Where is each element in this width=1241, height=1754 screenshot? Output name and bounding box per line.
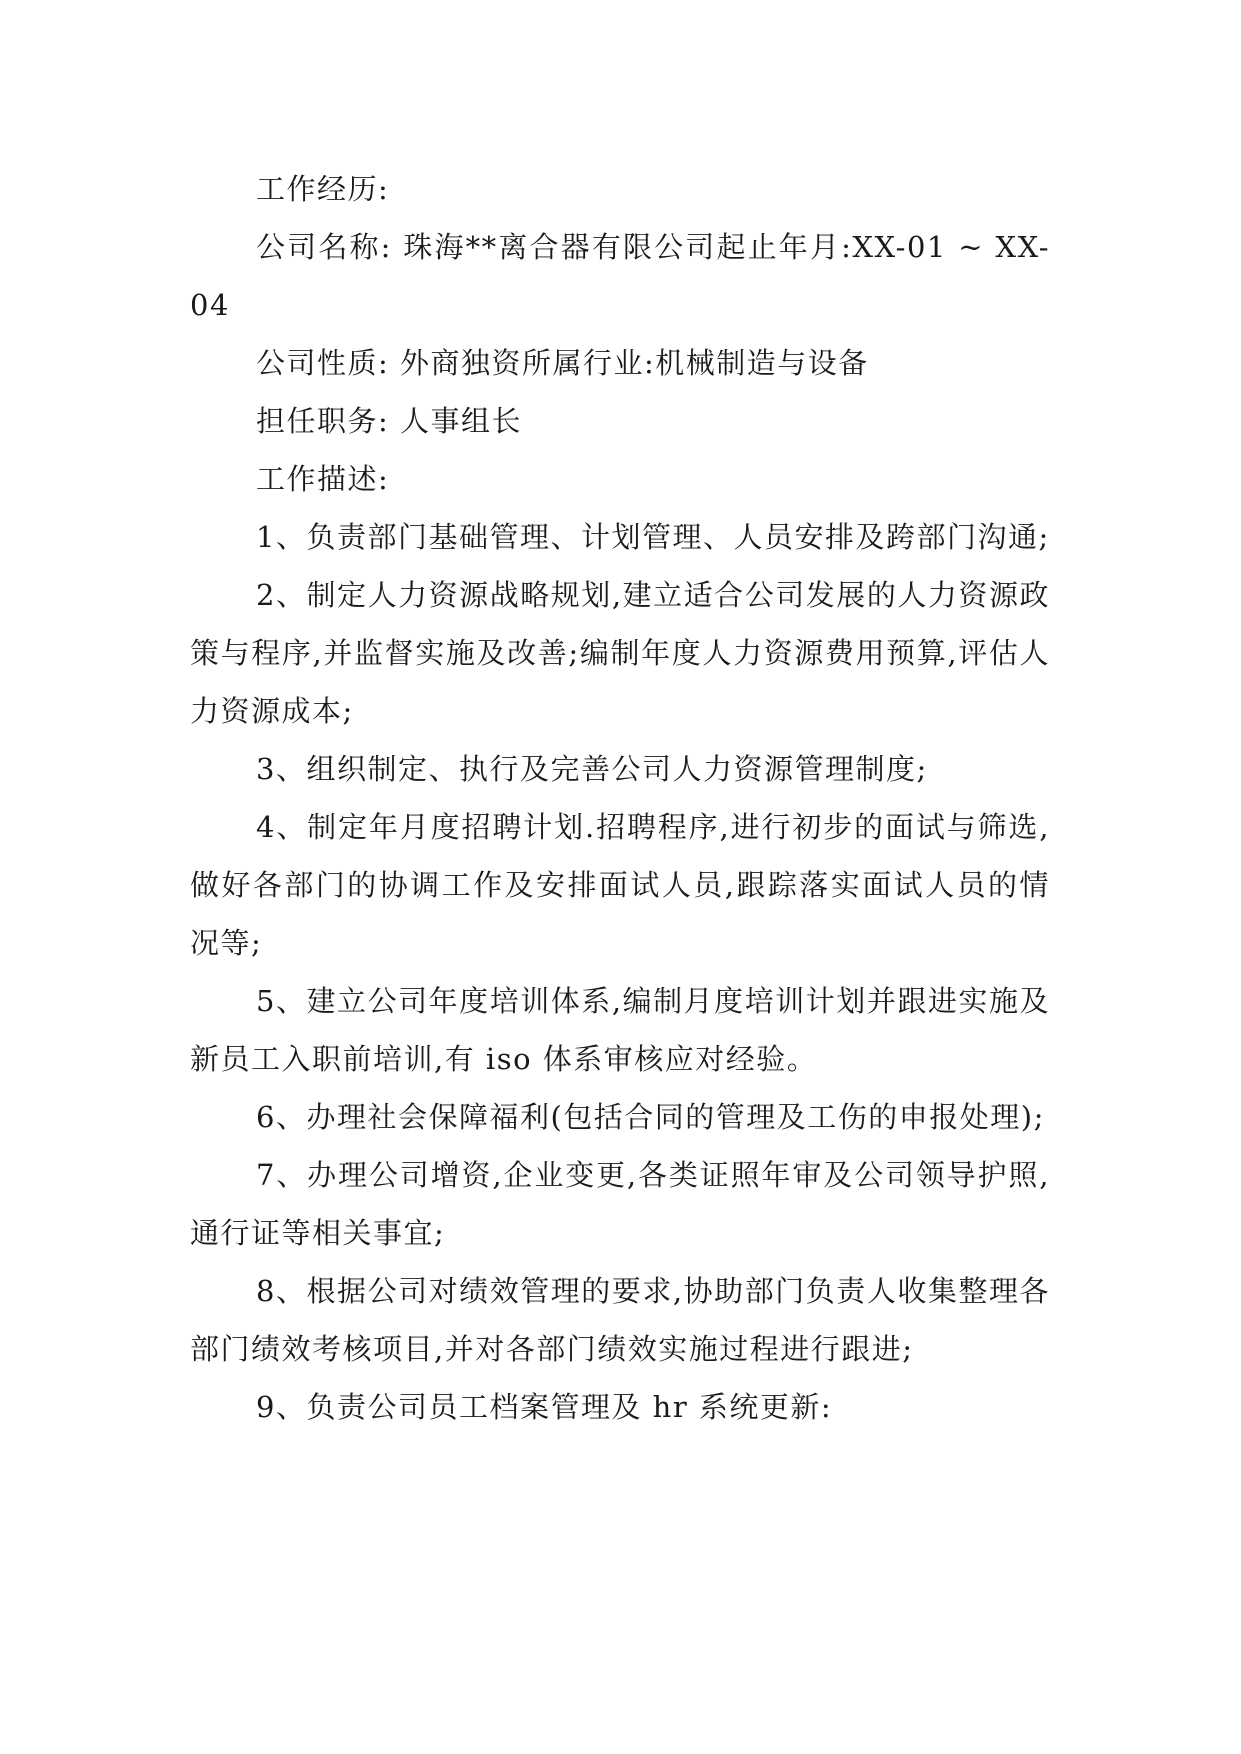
job-description-heading: 工作描述: — [256, 462, 390, 496]
duty-item-7: 7、办理公司增资,企业变更,各类证照年审及公司领导护照,通行证等相关事宜; — [190, 1158, 1050, 1250]
company-nature-line: 公司性质: 外商独资所属行业:机械制造与设备 — [256, 346, 869, 380]
duty-item-5: 5、建立公司年度培训体系,编制月度培训计划并跟进实施及新员工入职前培训,有 iso 体系审核应对经验。 — [190, 984, 1050, 1076]
duty-item-8: 8、根据公司对绩效管理的要求,协助部门负责人收集整理各部门绩效考核项目,并对各部门绩效实施过程进行跟进; — [190, 1274, 1050, 1366]
duty-item-4: 4、制定年月度招聘计划.招聘程序,进行初步的面试与筛选,做好各部门的协调工作及安排面试人员,跟踪落实面试人员的情况等; — [190, 810, 1050, 960]
document-body — [190, 160, 1050, 1436]
duty-item-1: 1、负责部门基础管理、计划管理、人员安排及跨部门沟通; — [256, 520, 1050, 554]
duty-item-2: 2、制定人力资源战略规划,建立适合公司发展的人力资源政策与程序,并监督实施及改善;编制年度人力资源费用预算,评估人力资源成本; — [190, 578, 1050, 728]
company-name-line: 公司名称: 珠海**离合器有限公司起止年月:XX-01 ~ XX-04 — [190, 230, 1050, 322]
duty-item-6: 6、办理社会保障福利(包括合同的管理及工伤的申报处理); — [256, 1100, 1045, 1134]
duty-item-3: 3、组织制定、执行及完善公司人力资源管理制度; — [256, 752, 928, 786]
position-line: 担任职务: 人事组长 — [256, 404, 522, 438]
work-experience-heading: 工作经历: — [256, 172, 390, 206]
duty-item-9: 9、负责公司员工档案管理及 hr 系统更新: — [256, 1390, 833, 1424]
